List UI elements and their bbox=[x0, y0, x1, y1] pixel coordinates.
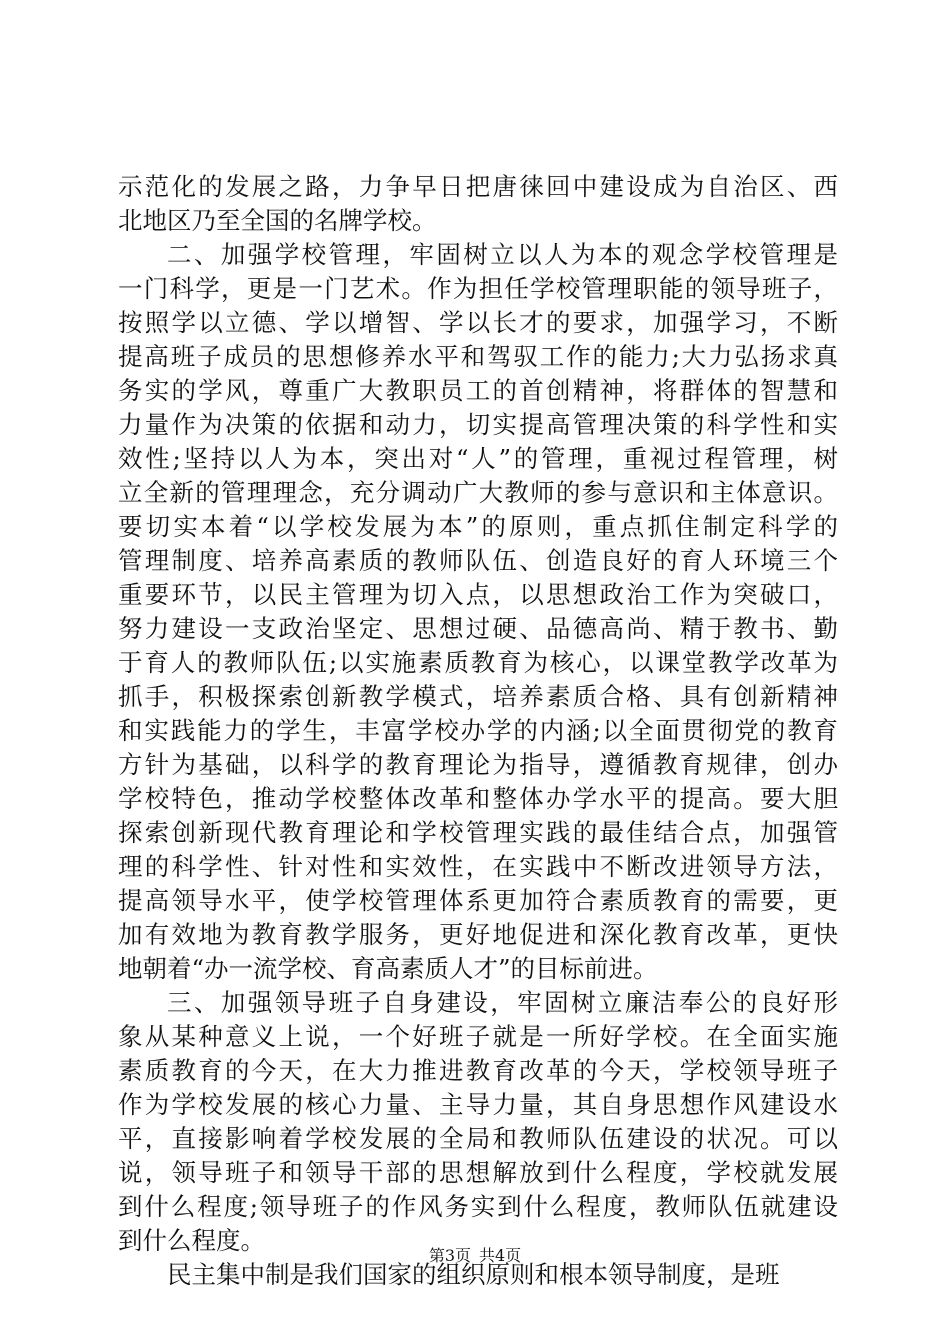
text-line: 民主集中制是我们国家的组织原则和根本领导制度，是班 bbox=[167, 1260, 780, 1289]
text-line: 探索创新现代教育理论和学校管理实践的最佳结合点，加强管 bbox=[118, 818, 838, 847]
text-line: 效性;坚持以人为本，突出对“人”的管理，重视过程管理，树 bbox=[118, 444, 838, 473]
text-line: 力量作为决策的依据和动力，切实提高管理决策的科学性和实 bbox=[118, 410, 838, 439]
text-line: 理的科学性、针对性和实效性，在实践中不断改进领导方法， bbox=[118, 852, 838, 881]
text-line: 素质教育的今天，在大力推进教育改革的今天，学校领导班子 bbox=[118, 1056, 838, 1085]
text-line: 示范化的发展之路，力争早日把唐徕回中建设成为自治区、西 bbox=[118, 172, 838, 201]
text-line: 方针为基础，以科学的教育理论为指导，遵循教育规律，创办 bbox=[118, 750, 838, 779]
text-line: 管理制度、培养高素质的教师队伍、创造良好的育人环境三个 bbox=[118, 546, 838, 575]
page-number-total: 共4页 bbox=[479, 1246, 522, 1265]
document-body bbox=[118, 170, 838, 1292]
text-line: 重要环节，以民主管理为切入点，以思想政治工作为突破口， bbox=[118, 580, 838, 609]
paragraph bbox=[118, 238, 838, 986]
text-line: 要切实本着“以学校发展为本”的原则，重点抓住制定科学的 bbox=[118, 512, 838, 541]
text-line: 一门科学，更是一门艺术。作为担任学校管理职能的领导班子， bbox=[118, 274, 838, 303]
text-line: 学校特色，推动学校整体改革和整体办学水平的提高。要大胆 bbox=[118, 784, 838, 813]
text-line: 到什么程度。 bbox=[118, 1226, 265, 1255]
text-line: 按照学以立德、学以增智、学以长才的要求，加强学习，不断 bbox=[118, 308, 838, 337]
paragraph bbox=[118, 170, 838, 238]
text-line: 加有效地为教育教学服务，更好地促进和深化教育改革，更快 bbox=[118, 920, 838, 949]
text-line: 努力建设一支政治坚定、思想过硬、品德高尚、精于教书、勤 bbox=[118, 614, 838, 643]
text-line: 地朝着“办一流学校、育高素质人才”的目标前进。 bbox=[118, 954, 658, 983]
text-line: 北地区乃至全国的名牌学校。 bbox=[118, 206, 437, 235]
text-line: 平，直接影响着学校发展的全局和教师队伍建设的状况。可以 bbox=[118, 1124, 838, 1153]
text-line: 象从某种意义上说，一个好班子就是一所好学校。在全面实施 bbox=[118, 1022, 838, 1051]
text-line: 说，领导班子和领导干部的思想解放到什么程度，学校就发展 bbox=[118, 1158, 838, 1187]
text-line: 提高班子成员的思想修养水平和驾驭工作的能力;大力弘扬求真 bbox=[118, 342, 838, 371]
text-line: 和实践能力的学生，丰富学校办学的内涵;以全面贯彻党的教育 bbox=[118, 716, 838, 745]
page-number-current: 第3页 bbox=[428, 1246, 471, 1265]
paragraph bbox=[118, 986, 838, 1258]
text-line: 抓手，积极探索创新教学模式，培养素质合格、具有创新精神 bbox=[118, 682, 838, 711]
text-line: 立全新的管理理念，充分调动广大教师的参与意识和主体意识。 bbox=[118, 478, 838, 507]
text-line: 三、加强领导班子自身建设，牢固树立廉洁奉公的良好形 bbox=[167, 988, 838, 1017]
page-footer bbox=[0, 1246, 950, 1266]
text-line: 到什么程度;领导班子的作风务实到什么程度，教师队伍就建设 bbox=[118, 1192, 838, 1221]
text-line: 务实的学风，尊重广大教职员工的首创精神，将群体的智慧和 bbox=[118, 376, 838, 405]
text-line: 提高领导水平，使学校管理体系更加符合素质教育的需要，更 bbox=[118, 886, 838, 915]
text-line: 作为学校发展的核心力量、主导力量，其自身思想作风建设水 bbox=[118, 1090, 838, 1119]
text-line: 于育人的教师队伍;以实施素质教育为核心，以课堂教学改革为 bbox=[118, 648, 838, 677]
text-line: 二、加强学校管理，牢固树立以人为本的观念学校管理是 bbox=[167, 240, 838, 269]
